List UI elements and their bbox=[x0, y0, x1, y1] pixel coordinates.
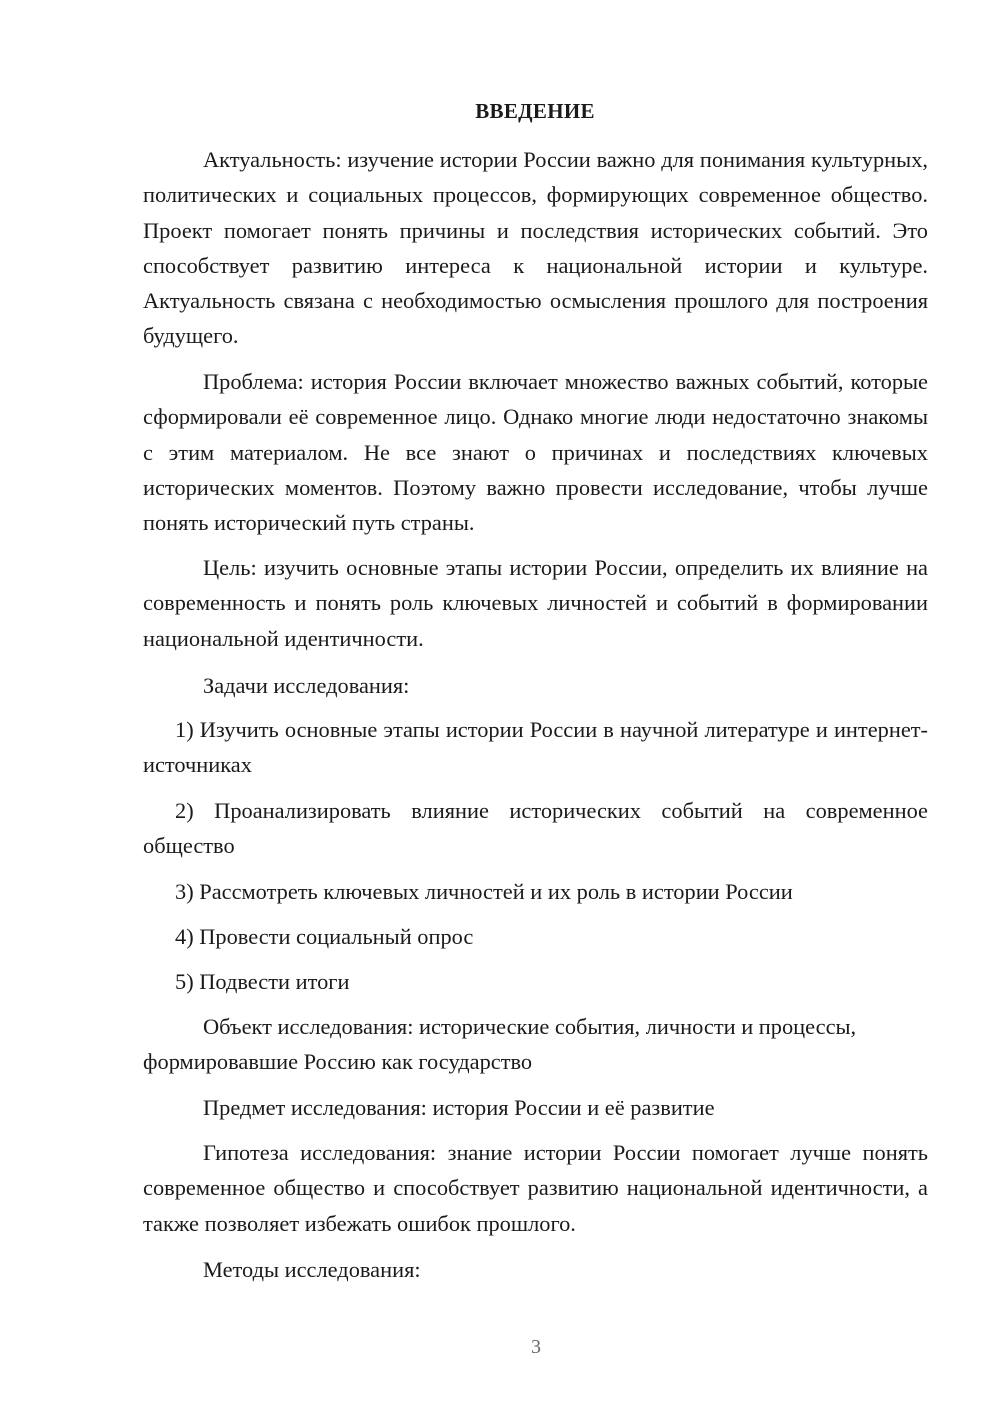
task-item-3: 3) Рассмотреть ключевых личностей и их роль в истории России bbox=[175, 879, 793, 904]
page-number: 3 bbox=[531, 1336, 541, 1358]
paragraph-subject: Предмет исследования: история России и её развитие bbox=[203, 1095, 715, 1120]
paragraph-problem: Проблема: история России включает множество важных событий, которые сформировали её современное лицо. Однако многие люди недостаточно знакомы с этим материалом. Не все знают о причинах и последствиях ключевых исторических моментов. Поэтому важно провести исследование, чтобы лучше понять исторический путь страны. bbox=[143, 369, 928, 536]
paragraph-hypothesis: Гипотеза исследования: знание истории России помогает лучше понять современное общество и способствует развитию национальной идентичности, а также позволяет избежать ошибок прошлого. bbox=[143, 1140, 928, 1236]
task-item-5: 5) Подвести итоги bbox=[175, 969, 350, 994]
task-item-1: 1) Изучить основные этапы истории России в научной литературе и интернет-источниках bbox=[143, 717, 928, 778]
task-item-4: 4) Провести социальный опрос bbox=[175, 924, 474, 949]
page-title: ВВЕДЕНИЕ bbox=[475, 99, 595, 123]
tasks-heading: Задачи исследования: bbox=[203, 673, 410, 698]
paragraph-object: Объект исследования: исторические события, личности и процессы, формировавшие Россию как государство bbox=[143, 1014, 857, 1075]
methods-heading: Методы исследования: bbox=[203, 1257, 421, 1282]
task-item-2: 2) Проанализировать влияние исторических событий на современное общество bbox=[143, 798, 928, 859]
paragraph-goal: Цель: изучить основные этапы истории России, определить их влияние на современность и понять роль ключевых личностей и событий в формировании национальной идентичности. bbox=[143, 555, 928, 651]
paragraph-relevance: Актуальность: изучение истории России важно для понимания культурных, политических и социальных процессов, формирующих современное общество. Проект помогает понять причины и последствия исторических событий. Это способствует развитию интереса к национальной истории и культуре. Актуальность связана с необходимостью осмысления прошлого для построения будущего. bbox=[143, 147, 928, 349]
